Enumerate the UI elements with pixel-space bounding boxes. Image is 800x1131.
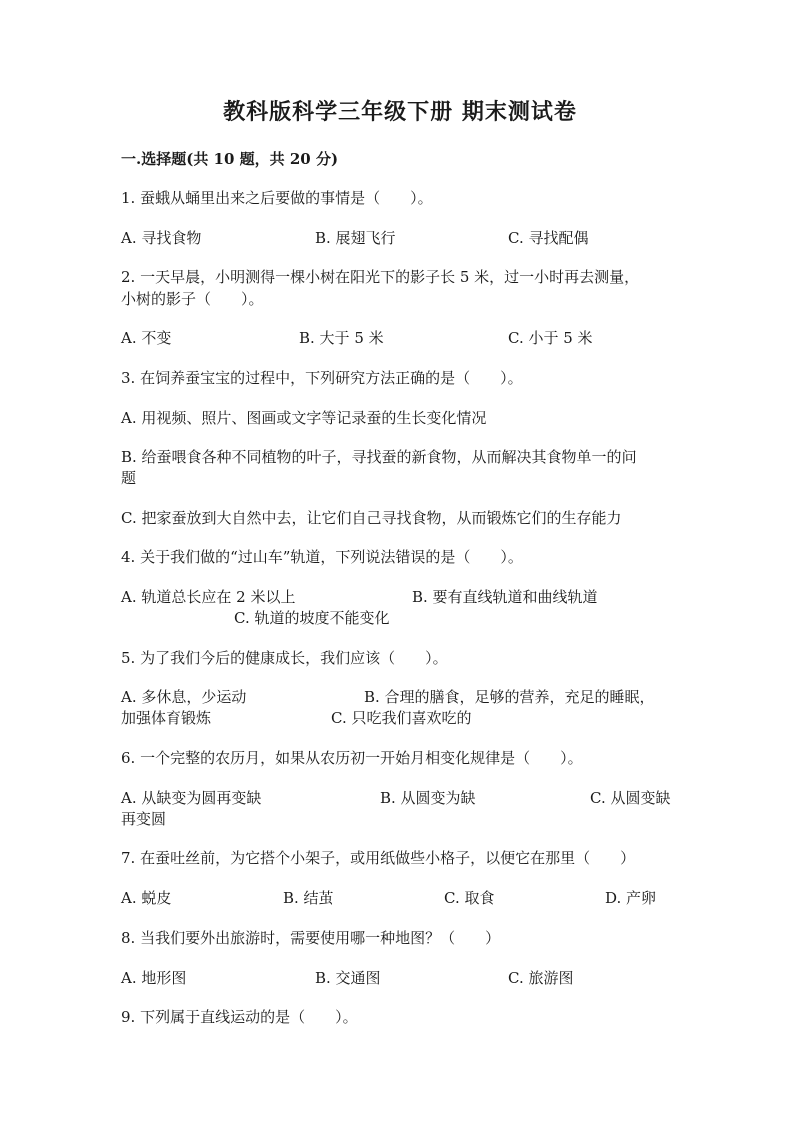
question-4-option-c: C. 轨道的坡度不能变化 xyxy=(234,609,390,627)
question-7-option-c: C. 取食 xyxy=(444,889,495,907)
question-7-option-a: A. 蜕皮 xyxy=(121,889,172,907)
question-2-option-a: A. 不变 xyxy=(121,329,172,347)
question-8-option-a: A. 地形图 xyxy=(121,969,187,987)
question-6-option-c: C. 从圆变缺 xyxy=(590,789,671,807)
question-5-stem: 5. 为了我们今后的健康成长，我们应该（ ）。 xyxy=(121,649,448,667)
question-8-stem: 8. 当我们要外出旅游时，需要使用哪一种地图？（ ） xyxy=(121,929,501,947)
question-2-stem-continued: 小树的影子（ ）。 xyxy=(121,290,264,308)
question-4-option-a: A. 轨道总长应在 2 米以上 xyxy=(121,588,296,606)
question-2-stem: 2. 一天早晨，小明测得一棵小树在阳光下的影子长 5 米，过一小时再去测量， xyxy=(121,268,640,286)
question-3-option-c: C. 把家蚕放到大自然中去，让它们自己寻找食物，从而锻炼它们的生存能力 xyxy=(121,509,622,527)
question-2-option-b: B. 大于 5 米 xyxy=(299,329,384,347)
question-1-stem: 1. 蚕蛾从蛹里出来之后要做的事情是（ ）。 xyxy=(121,189,433,207)
question-8-option-b: B. 交通图 xyxy=(315,969,381,987)
question-3-option-a: A. 用视频、照片、图画或文字等记录蚕的生长变化情况 xyxy=(121,409,487,427)
question-4-option-b: B. 要有直线轨道和曲线轨道 xyxy=(412,588,598,606)
question-7-option-b: B. 结茧 xyxy=(283,889,334,907)
question-3-stem: 3. 在饲养蚕宝宝的过程中，下列研究方法正确的是（ ）。 xyxy=(121,369,523,387)
question-5-option-a: A. 多休息，少运动 xyxy=(121,688,247,706)
question-1-option-a: A. 寻找食物 xyxy=(121,229,202,247)
question-1-option-b: B. 展翅飞行 xyxy=(315,229,396,247)
question-6-option-b: B. 从圆变为缺 xyxy=(380,789,476,807)
question-5-option-b: B. 合理的膳食，足够的营养，充足的睡眠， xyxy=(364,688,655,706)
question-4-stem: 4. 关于我们做的“过山车”轨道，下列说法错误的是（ ）。 xyxy=(121,548,523,566)
question-3-option-b-continued: 题 xyxy=(121,469,137,487)
question-6-option-c-continued: 再变圆 xyxy=(121,810,167,828)
question-7-option-d: D. 产卵 xyxy=(605,889,657,907)
question-7-stem: 7. 在蚕吐丝前，为它搭个小架子，或用纸做些小格子，以便它在那里（ ） xyxy=(121,849,636,867)
question-5-option-c: C. 只吃我们喜欢吃的 xyxy=(331,709,472,727)
question-8-option-c: C. 旅游图 xyxy=(508,969,574,987)
question-6-stem: 6. 一个完整的农历月，如果从农历初一开始月相变化规律是（ ）。 xyxy=(121,749,583,767)
page-title: 教科版科学三年级下册 期末测试卷 xyxy=(223,99,577,125)
question-1-option-c: C. 寻找配偶 xyxy=(508,229,589,247)
question-2-option-c: C. 小于 5 米 xyxy=(508,329,593,347)
question-3-option-b: B. 给蚕喂食各种不同植物的叶子，寻找蚕的新食物，从而解决其食物单一的问 xyxy=(121,448,637,466)
question-5-option-b-continued: 加强体育锻炼 xyxy=(121,709,212,727)
question-6-option-a: A. 从缺变为圆再变缺 xyxy=(121,789,262,807)
section-heading: 一.选择题(共 10 题，共 20 分) xyxy=(121,150,339,168)
question-9-stem: 9. 下列属于直线运动的是（ ）。 xyxy=(121,1008,358,1026)
